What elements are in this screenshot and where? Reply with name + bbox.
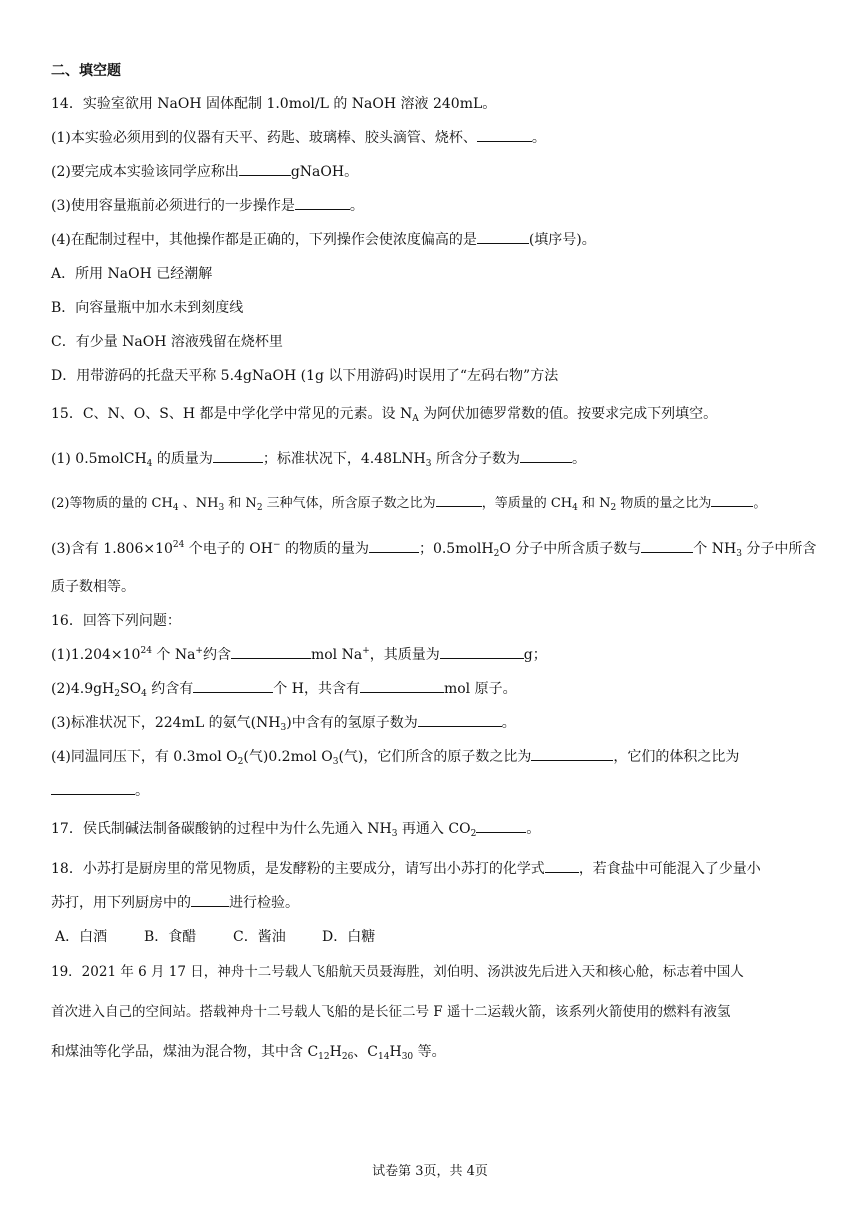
answer-blank[interactable] xyxy=(440,646,524,659)
q16-part4-cont: 。 xyxy=(51,782,149,800)
q14-part3: (3)使用容量瓶前必须进行的一步操作是 。 xyxy=(51,198,364,214)
q15-part3-cont: 质子数相等。 xyxy=(51,579,135,595)
answer-blank[interactable] xyxy=(239,163,291,176)
option-c: C．酱油 xyxy=(233,929,286,945)
answer-blank[interactable] xyxy=(711,494,753,507)
answer-blank[interactable] xyxy=(545,860,579,873)
q15-part3: (3)含有 $1.806\times 10^{24}$ 个电子的 OH− 的物质的量为 ；0.5molH$_2$O 分子中所含质子数与 个 $NH_3$ 分子中所含 xyxy=(51,540,817,559)
q16-stem: 16．回答下列问题： xyxy=(51,613,181,629)
answer-blank[interactable] xyxy=(418,714,502,727)
answer-blank[interactable] xyxy=(231,646,311,659)
q18-line1: 18．小苏打是厨房里的常见物质，是发酵粉的主要成分，请写出小苏打的化学式 ，若食盐中可能混入了少量小 xyxy=(51,861,761,877)
q15-part2: (2)等物质的量的 $CH_4$ 、$NH_3$ 和 $N_2$ 三种气体，所含原子数之比为 ，等质量的 $CH_4$ 和 $N_2$ 物质的量之比为 。 xyxy=(51,496,767,513)
q14-part1: (1)本实验必须用到的仪器有天平、药匙、玻璃棒、胶头滴管、烧杯、 。 xyxy=(51,130,546,146)
answer-blank[interactable] xyxy=(295,197,350,210)
q16-part3: (3)标准状况下，224mL 的氨气$(NH_3)$中含有的氢原子数为 。 xyxy=(51,715,516,733)
q19-line2: 首次进入自己的空间站。搭载神舟十二号载人飞船的是长征二号 F 遥十二运载火箭，该系列火箭使用的燃料有液氢 xyxy=(51,1004,731,1020)
answer-blank[interactable] xyxy=(477,231,529,244)
answer-blank[interactable] xyxy=(476,820,526,833)
answer-blank[interactable] xyxy=(641,540,693,553)
q14-option-b: B．向容量瓶中加水未到刻度线 xyxy=(51,300,244,316)
section-title: 二、填空题 xyxy=(51,63,121,79)
q14-stem: 14．实验室欲用 NaOH 固体配制 1.0mol/L 的 NaOH 溶液 240mL。 xyxy=(51,96,497,112)
q14-option-c: C．有少量 NaOH 溶液残留在烧杯里 xyxy=(51,334,283,350)
q19-line3: 和煤油等化学品，煤油为混合物，其中含 $C_{12}H_{26}$、$C_{14}H_{30}$ 等。 xyxy=(51,1044,446,1062)
q18-options xyxy=(55,928,411,946)
option-b: B．食醋 xyxy=(144,929,197,945)
q14-part4: (4)在配制过程中，其他操作都是正确的，下列操作会使浓度偏高的是 (填序号)。 xyxy=(51,232,596,248)
answer-blank[interactable] xyxy=(531,748,613,761)
q15-stem: 15．C、N、O、S、H 都是中学化学中常见的元素。设 $N_A$ 为阿伏加德罗常数的值。按要求完成下列填空。 xyxy=(51,406,718,424)
answer-blank[interactable] xyxy=(360,680,444,693)
q14-option-a: A．所用 NaOH 已经潮解 xyxy=(51,266,213,282)
q16-part4: (4)同温同压下，有 0.3mol $O_2$(气)0.2mol $O_3$(气)，它们所含的原子数之比为 ，它们的体积之比为 xyxy=(51,749,740,767)
q18-line2: 苏打，用下列厨房中的 进行检验。 xyxy=(51,895,299,911)
answer-blank[interactable] xyxy=(436,494,482,507)
answer-blank[interactable] xyxy=(193,680,273,693)
answer-blank[interactable] xyxy=(520,450,572,463)
answer-blank[interactable] xyxy=(213,450,263,463)
answer-blank[interactable] xyxy=(51,782,135,795)
q16-part2: $(2)4.9gH_2SO_4$ 约含有 个 H，共含有 mol 原子。 xyxy=(51,681,517,699)
option-a: A．白酒 xyxy=(55,929,108,945)
q14-option-d: D．用带游码的托盘天平称 5.4gNaOH (1g 以下用游码)时误用了“左码右物”方法 xyxy=(51,368,559,384)
option-d: D．白糖 xyxy=(322,929,376,945)
answer-blank[interactable] xyxy=(477,129,532,142)
q14-part2: (2)要完成本实验该同学应称出 gNaOH。 xyxy=(51,164,359,180)
q15-part1: (1) 0.5molCH$_4$ 的质量为 ；标准状况下，$4.48LNH_3$ 所含分子数为 。 xyxy=(51,451,586,469)
answer-blank[interactable] xyxy=(191,894,229,907)
answer-blank[interactable] xyxy=(369,540,419,553)
q19-line1: 19．2021 年 6 月 17 日，神舟十二号载人飞船航天员聂海胜，刘伯明、汤洪波先后进入天和核心舱，标志着中国人 xyxy=(51,964,744,980)
q16-part1: $(1)1.204\times 10^{24}$ 个 Na+约含 mol Na+，其质量为 g； xyxy=(51,646,547,663)
page-footer: 试卷第 3页，共 4页 xyxy=(372,1164,488,1179)
q17-stem: 17．侯氏制碱法制备碳酸钠的过程中为什么先通入 $NH_3$ 再通入 $CO_2$ 。 xyxy=(51,821,541,839)
